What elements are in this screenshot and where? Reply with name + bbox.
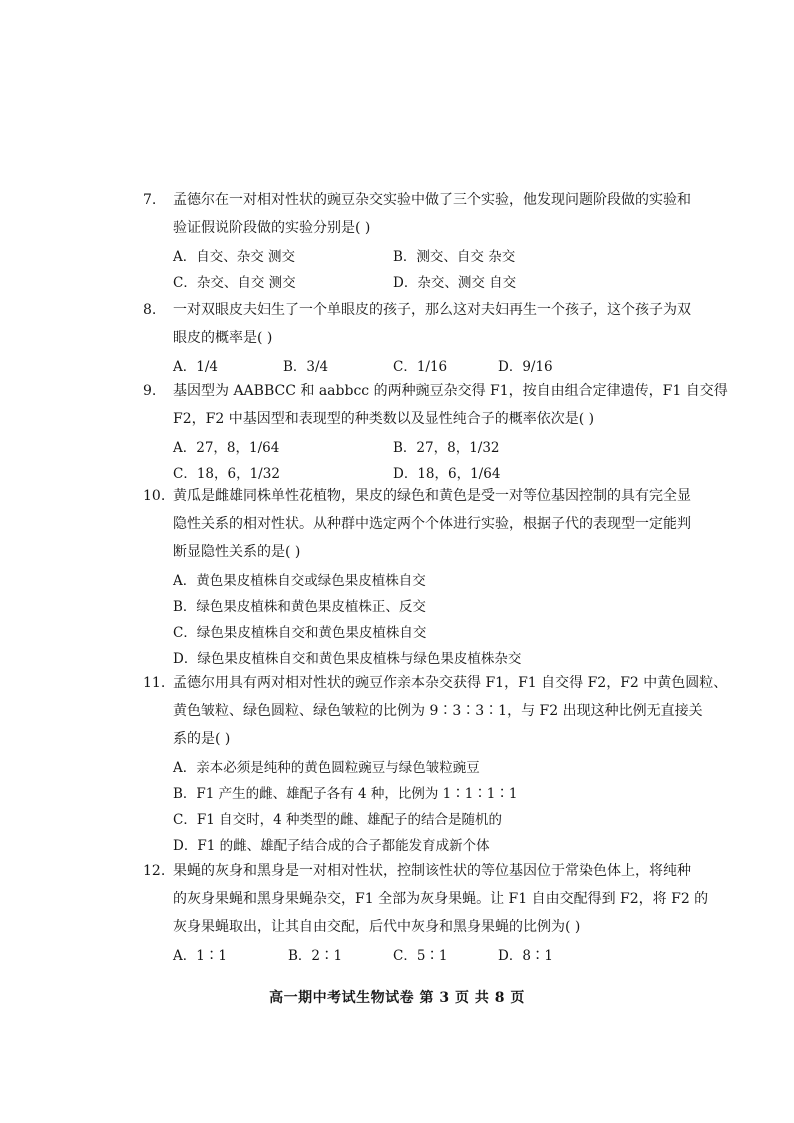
- option-d[interactable]: D．18，6，1/64: [393, 466, 501, 482]
- question-stem-line: 眼皮的概率是( ): [173, 330, 273, 346]
- question-12: [143, 857, 709, 969]
- question-number: 8.: [143, 302, 157, 318]
- option-d[interactable]: D．绿色果皮植株自交和黄色果皮植株与绿色果皮植株杂交: [173, 651, 522, 667]
- option-b[interactable]: B．F1 产生的雌、雄配子各有 4 种，比例为 1∶1∶1∶1: [173, 786, 518, 802]
- option-a[interactable]: A．黄色果皮植株自交或绿色果皮植株自交: [173, 573, 426, 589]
- question-stem-line: 隐性关系的相对性状。从种群中选定两个个体进行实验，根据子代的表现型一定能判: [173, 516, 691, 532]
- option-d[interactable]: D．8∶1: [498, 948, 554, 964]
- question-stem-line: 黄色皱粒、绿色圆粒、绿色皱粒的比例为 9∶3∶3∶1，与 F2 出现这种比例无直接关: [173, 703, 703, 719]
- question-stem-line: 的灰身果蝇和黑身果蝇杂交，F1 全部为灰身果蝇。让 F1 自由交配得到 F2，将 F2 的: [173, 891, 709, 907]
- question-stem-line: 系的是( ): [173, 731, 231, 747]
- question-number: 7.: [143, 192, 157, 208]
- option-b[interactable]: B．绿色果皮植株和黄色果皮植株正、反交: [173, 599, 426, 615]
- option-a[interactable]: A．27，8，1/64: [173, 440, 280, 456]
- option-a[interactable]: A．1∶1: [173, 948, 227, 964]
- page-footer: 高一期中考试生物试卷 第 3 页 共 8 页: [269, 990, 525, 1006]
- question-number: 9.: [143, 383, 157, 399]
- option-d[interactable]: D．杂交、测交 自交: [393, 275, 517, 291]
- option-d[interactable]: D．F1 的雌、雄配子结合成的合子都能发育成新个体: [173, 838, 490, 854]
- question-7: [143, 186, 691, 296]
- option-c[interactable]: C．杂交、自交 测交: [173, 275, 296, 291]
- question-stem-line: 黄瓜是雌雄同株单性花植物，果皮的绿色和黄色是受一对等位基因控制的具有完全显: [173, 488, 691, 504]
- question-number: 12.: [143, 863, 166, 879]
- question-stem-line: 基因型为 AABBCC 和 aabbcc 的两种豌豆杂交得 F1，按自由组合定律遗传，F1 自交得: [173, 383, 728, 399]
- option-b[interactable]: B．27，8，1/32: [393, 440, 500, 456]
- option-c[interactable]: C．5∶1: [393, 948, 448, 964]
- option-d[interactable]: D．9/16: [498, 359, 553, 375]
- question-stem-line: 灰身果蝇取出，让其自由交配，后代中灰身和黑身果蝇的比例为( ): [173, 919, 581, 935]
- question-11: [143, 669, 728, 859]
- option-b[interactable]: B．3/4: [283, 359, 329, 375]
- option-a[interactable]: A．1/4: [173, 359, 218, 375]
- option-a[interactable]: A．自交、杂交 测交: [173, 249, 296, 265]
- option-a[interactable]: A．亲本必须是纯种的黄色圆粒豌豆与绿色皱粒豌豆: [173, 760, 480, 776]
- question-stem-line: 验证假说阶段做的实验分别是( ): [173, 220, 371, 236]
- question-stem-line: 断显隐性关系的是( ): [173, 544, 301, 560]
- question-stem-line: 果蝇的灰身和黑身是一对相对性状，控制该性状的等位基因位于常染色体上，将纯种: [173, 863, 691, 879]
- question-stem-line: 一对双眼皮夫妇生了一个单眼皮的孩子，那么这对夫妇再生一个孩子，这个孩子为双: [173, 302, 691, 318]
- question-9: [143, 377, 728, 487]
- option-b[interactable]: B．2∶1: [288, 948, 343, 964]
- option-c[interactable]: C．绿色果皮植株自交和黄色果皮植株自交: [173, 625, 427, 641]
- option-c[interactable]: C．F1 自交时，4 种类型的雌、雄配子的结合是随机的: [173, 812, 502, 828]
- question-number: 10.: [143, 488, 166, 504]
- question-10: [143, 482, 691, 672]
- option-c[interactable]: C．18，6，1/32: [173, 466, 280, 482]
- option-b[interactable]: B．测交、自交 杂交: [393, 249, 516, 265]
- question-stem-line: 孟德尔用具有两对相对性状的豌豆作亲本杂交获得 F1，F1 自交得 F2，F2 中黄色圆粒、: [173, 675, 728, 691]
- question-8: [143, 296, 691, 380]
- question-stem-line: 孟德尔在一对相对性状的豌豆杂交实验中做了三个实验，他发现问题阶段做的实验和: [173, 192, 691, 208]
- question-stem-line: F2，F2 中基因型和表现型的种类数以及显性纯合子的概率依次是( ): [173, 411, 595, 427]
- question-number: 11.: [143, 675, 166, 691]
- option-c[interactable]: C．1/16: [393, 359, 448, 375]
